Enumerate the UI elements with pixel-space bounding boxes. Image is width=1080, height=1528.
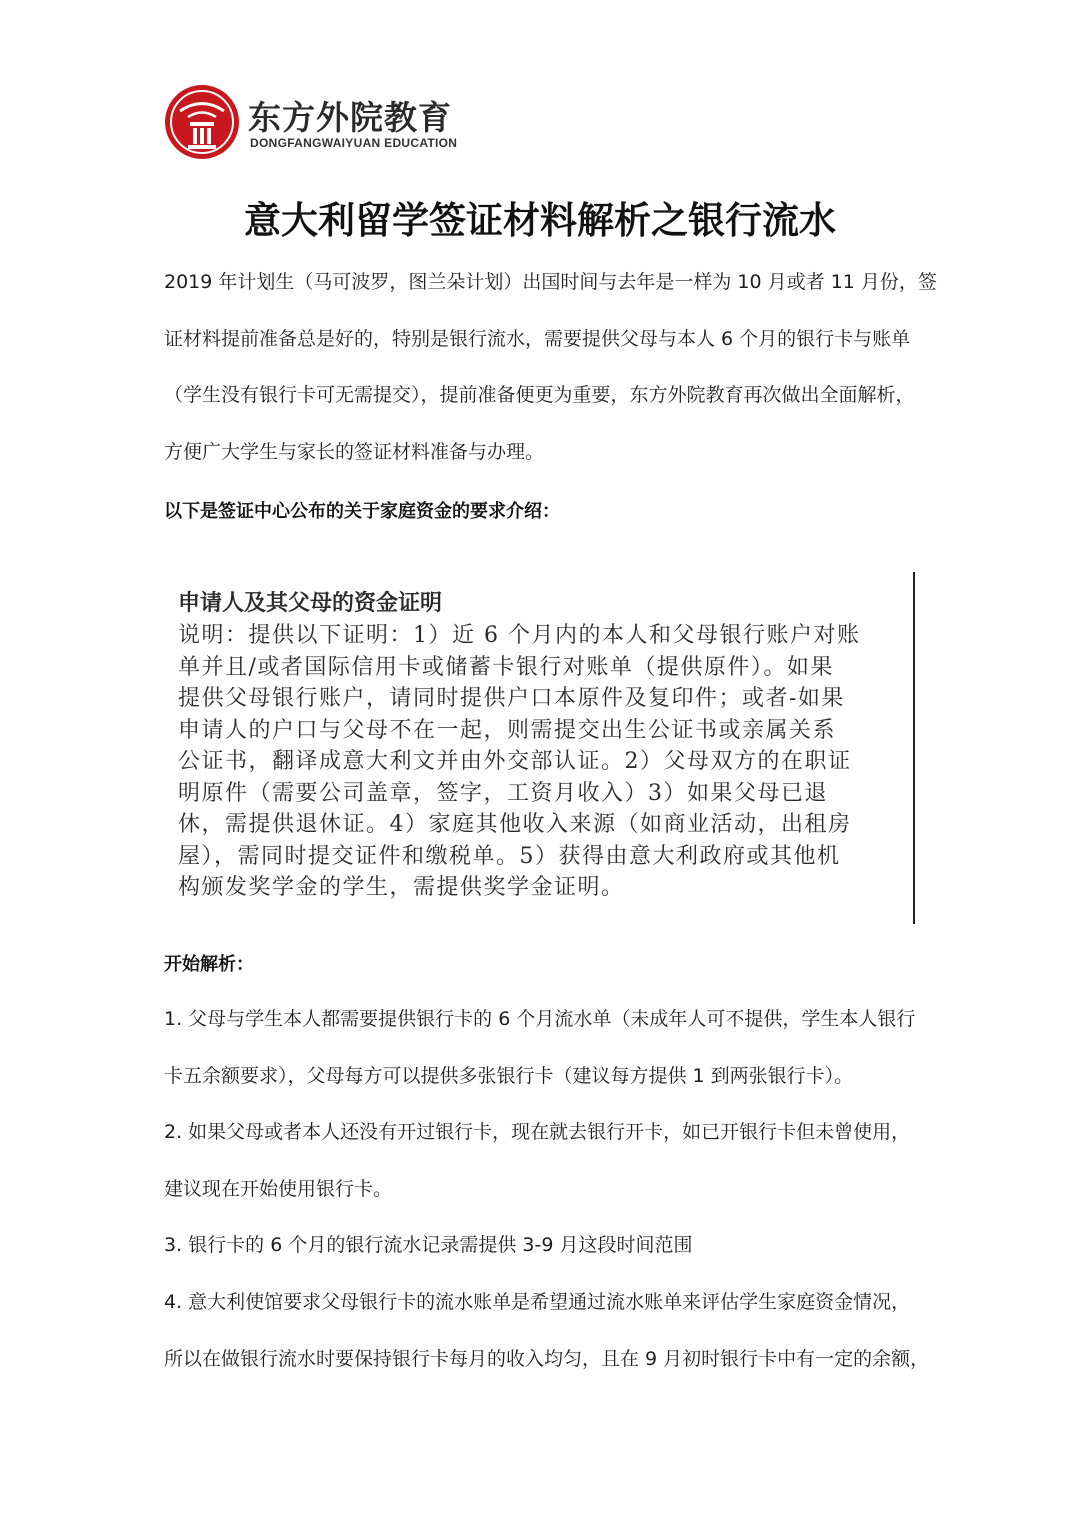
quote-line: 单并且/或者国际信用卡或储蓄卡银行对账单（提供原件）。如果 [178,654,834,680]
quote-line: 明原件（需要公司盖章，签字，工资月收入）3）如果父母已退 [178,780,828,806]
intro-line: 2019 年计划生（马可波罗，图兰朵计划）出国时间与去年是一样为 10 月或者 11 月份，签 [164,271,937,293]
analysis-point-2 [164,1104,924,1217]
logo-name-en: DONGFANGWAIYUAN EDUCATION [250,136,458,150]
quote-line: 屋），需同时提交证件和缴税单。5）获得由意大利政府或其他机 [178,843,841,869]
point-line: 4. 意大利使馆要求父母银行卡的流水账单是希望通过流水账单来评估学生家庭资金情况， [164,1291,911,1313]
quote-line: 申请人的户口与父母不在一起，则需提交出生公证书或亲属关系 [178,717,837,743]
point-line: 建议现在开始使用银行卡。 [164,1177,393,1200]
quote-line: 构颁发奖学金的学生，需提供奖学金证明。 [178,875,625,900]
point-line: 卡五余额要求），父母每方可以提供多张银行卡（建议每方提供 1 到两张银行卡）。 [164,1064,854,1087]
requirements-quote [178,586,918,904]
intro-paragraph [164,254,937,480]
quote-divider [913,572,915,924]
point-line: 2. 如果父母或者本人还没有开过银行卡，现在就去银行开卡，如已开银行卡但未曾使用， [164,1121,911,1143]
quote-line: 提供父母银行账户，请同时提供户口本原件及复印件；或者-如果 [178,686,845,711]
logo-emblem-icon [164,84,240,160]
intro-line: 方便广大学生与家长的签证材料准备与办理。 [164,440,545,463]
point-line: 所以在做银行流水时要保持银行卡每月的收入均匀，且在 9 月初时银行卡中有一定的余额， [164,1347,930,1370]
logo [164,84,464,162]
quote-line: 休，需提供退休证。4）家庭其他收入来源（如商业活动，出租房 [178,812,852,837]
quote-line: 说明：提供以下证明：1）近 6 个月内的本人和父母银行账户对账 [178,623,861,648]
page-title: 意大利留学签证材料解析之银行流水 [244,199,836,242]
point-line: 3. 银行卡的 6 个月的银行流水记录需提供 3-9 月这段时间范围 [164,1234,693,1256]
point-line: 1. 父母与学生本人都需要提供银行卡的 6 个月流水单（未成年人可不提供，学生本人银行 [164,1008,916,1030]
analysis-point-3 [164,1217,924,1274]
requirements-heading: 以下是签证中心公布的关于家庭资金的要求介绍： [164,501,560,522]
quote-title: 申请人及其父母的资金证明 [178,590,443,616]
analysis-point-1 [164,991,924,1104]
analysis-point-4 [164,1274,930,1387]
logo-name-cn: 东方外院教育 [248,98,452,137]
analysis-heading: 开始解析： [164,954,254,975]
intro-line: 证材料提前准备总是好的，特别是银行流水，需要提供父母与本人 6 个月的银行卡与账单 [164,327,911,350]
intro-line: （学生没有银行卡可无需提交），提前准备便更为重要，东方外院教育再次做出全面解析， [164,384,915,406]
quote-line: 公证书，翻译成意大利文并由外交部认证。2）父母双方的在职证 [178,749,852,774]
